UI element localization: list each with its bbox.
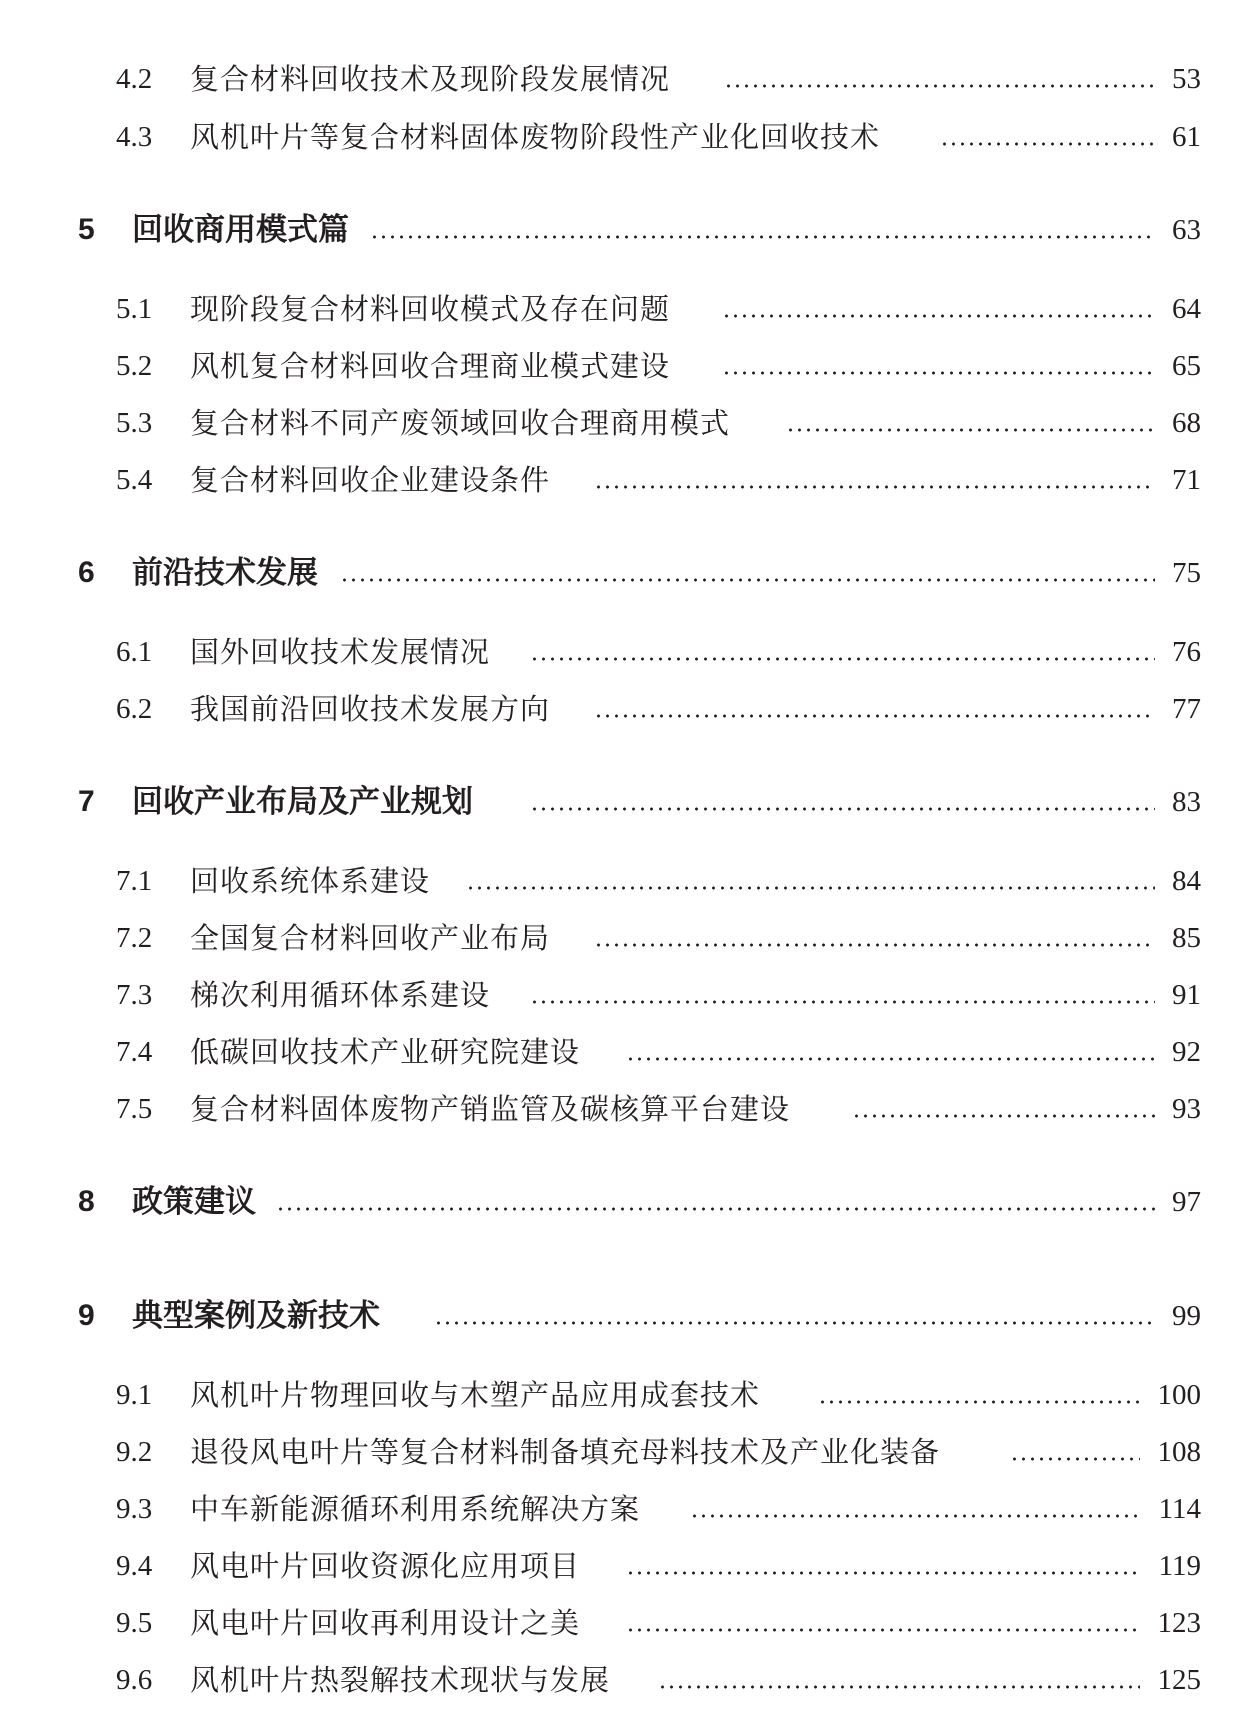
page-number: 119 (1158, 1550, 1201, 1582)
dot-leader (1010, 1457, 1140, 1461)
section-title: 复合材料固体废物产销监管及碳核算平台建设 (190, 1092, 791, 1126)
toc-entry-7-4[interactable] (0, 1027, 1258, 1077)
dot-leader (626, 1571, 1140, 1575)
dot-leader (530, 807, 1155, 811)
dot-leader (940, 142, 1155, 146)
page-number: 108 (1157, 1436, 1201, 1468)
chapter-number: 6 (78, 556, 95, 589)
chapter-number: 7 (78, 785, 95, 818)
section-number: 7.1 (116, 865, 153, 897)
section-number: 7.3 (116, 979, 153, 1011)
toc-entry-7-1[interactable] (0, 856, 1258, 906)
chapter-title: 典型案例及新技术 (132, 1298, 380, 1334)
dot-leader (818, 1400, 1140, 1404)
toc-chapter-7[interactable] (0, 777, 1258, 827)
section-number: 4.3 (116, 121, 153, 153)
section-number: 9.5 (116, 1607, 153, 1639)
section-title: 回收系统体系建设 (190, 864, 431, 898)
section-title: 复合材料不同产废领域回收合理商用模式 (190, 406, 731, 440)
section-number: 5.3 (116, 407, 153, 439)
toc-chapter-9[interactable] (0, 1291, 1258, 1341)
toc-entry-5-3[interactable] (0, 398, 1258, 448)
page-number: 97 (1172, 1186, 1201, 1218)
dot-leader (434, 1321, 1155, 1325)
section-number: 9.2 (116, 1436, 153, 1468)
page-number: 92 (1172, 1036, 1201, 1068)
chapter-number: 9 (78, 1299, 95, 1332)
chapter-title: 政策建议 (132, 1184, 256, 1220)
chapter-number: 8 (78, 1185, 95, 1218)
dot-leader (724, 84, 1155, 88)
toc-entry-7-5[interactable] (0, 1084, 1258, 1134)
dot-leader (276, 1207, 1155, 1211)
dot-leader (370, 235, 1155, 239)
page-number: 64 (1172, 293, 1201, 325)
section-number: 6.1 (116, 636, 153, 668)
section-title: 风电叶片回收再利用设计之美 (190, 1606, 581, 1640)
page-number: 114 (1158, 1493, 1201, 1525)
dot-leader (594, 943, 1155, 947)
page-number: 91 (1172, 979, 1201, 1011)
section-title: 复合材料回收技术及现阶段发展情况 (190, 62, 671, 96)
section-title: 梯次利用循环体系建设 (190, 978, 491, 1012)
dot-leader (530, 657, 1155, 661)
dot-leader (530, 1000, 1155, 1004)
toc-entry-6-2[interactable] (0, 684, 1258, 734)
section-title: 低碳回收技术产业研究院建设 (190, 1035, 581, 1069)
toc-chapter-6[interactable] (0, 548, 1258, 598)
page-number: 100 (1157, 1379, 1201, 1411)
toc-entry-9-5[interactable] (0, 1598, 1258, 1648)
section-number: 5.2 (116, 350, 153, 382)
dot-leader (690, 1514, 1140, 1518)
toc-entry-9-1[interactable] (0, 1370, 1258, 1420)
chapter-number: 5 (78, 213, 95, 246)
toc-chapter-8[interactable] (0, 1177, 1258, 1227)
toc-entry-5-4[interactable] (0, 455, 1258, 505)
dot-leader (626, 1628, 1140, 1632)
toc-entry-9-6[interactable] (0, 1655, 1258, 1705)
section-title: 国外回收技术发展情况 (190, 635, 491, 669)
toc-entry-9-4[interactable] (0, 1541, 1258, 1591)
section-number: 9.6 (116, 1664, 153, 1696)
toc-entry-5-1[interactable] (0, 284, 1258, 334)
dot-leader (852, 1114, 1155, 1118)
section-title: 退役风电叶片等复合材料制备填充母料技术及产业化装备 (190, 1435, 941, 1469)
section-title: 风机叶片物理回收与木塑产品应用成套技术 (190, 1378, 761, 1412)
dot-leader (594, 714, 1155, 718)
dot-leader (626, 1057, 1155, 1061)
section-number: 5.4 (116, 464, 153, 496)
dot-leader (340, 578, 1155, 582)
dot-leader (722, 314, 1155, 318)
page-number: 123 (1157, 1607, 1201, 1639)
toc-entry-9-3[interactable] (0, 1484, 1258, 1534)
section-title: 风机叶片等复合材料固体废物阶段性产业化回收技术 (190, 120, 881, 154)
page-number: 71 (1172, 464, 1201, 496)
page-number: 85 (1172, 922, 1201, 954)
page-number: 65 (1172, 350, 1201, 382)
page-number: 125 (1157, 1664, 1201, 1696)
toc-chapter-5[interactable] (0, 205, 1258, 255)
page-number: 76 (1172, 636, 1201, 668)
toc-entry-9-2[interactable] (0, 1427, 1258, 1477)
section-number: 9.1 (116, 1379, 153, 1411)
toc-entry-7-3[interactable] (0, 970, 1258, 1020)
page-number: 84 (1172, 865, 1201, 897)
page-number: 61 (1172, 121, 1201, 153)
page-number: 68 (1172, 407, 1201, 439)
section-number: 5.1 (116, 293, 153, 325)
page-number: 83 (1172, 786, 1201, 818)
section-title: 全国复合材料回收产业布局 (190, 921, 551, 955)
page-number: 75 (1172, 557, 1201, 589)
page-number: 99 (1172, 1300, 1201, 1332)
section-number: 7.5 (116, 1093, 153, 1125)
chapter-title: 前沿技术发展 (132, 555, 318, 591)
toc-entry-7-2[interactable] (0, 913, 1258, 963)
section-title: 风机叶片热裂解技术现状与发展 (190, 1663, 611, 1697)
toc-entry-4-2[interactable] (0, 54, 1258, 104)
section-number: 9.4 (116, 1550, 153, 1582)
page-number: 53 (1172, 63, 1201, 95)
chapter-title: 回收商用模式篇 (132, 212, 349, 248)
section-title: 我国前沿回收技术发展方向 (190, 692, 551, 726)
page-number: 63 (1172, 214, 1201, 246)
page-number: 77 (1172, 693, 1201, 725)
toc-entry-5-2[interactable] (0, 341, 1258, 391)
chapter-title: 回收产业布局及产业规划 (132, 784, 473, 820)
dot-leader (786, 428, 1155, 432)
section-number: 9.3 (116, 1493, 153, 1525)
dot-leader (466, 886, 1155, 890)
section-title: 复合材料回收企业建设条件 (190, 463, 551, 497)
toc-entry-6-1[interactable] (0, 627, 1258, 677)
section-title: 风机复合材料回收合理商业模式建设 (190, 349, 671, 383)
dot-leader (594, 485, 1155, 489)
section-number: 4.2 (116, 63, 153, 95)
section-title: 风电叶片回收资源化应用项目 (190, 1549, 581, 1583)
toc-entry-4-3[interactable] (0, 112, 1258, 162)
dot-leader (658, 1685, 1140, 1689)
section-number: 7.4 (116, 1036, 153, 1068)
section-title: 现阶段复合材料回收模式及存在问题 (190, 292, 671, 326)
section-number: 6.2 (116, 693, 153, 725)
dot-leader (722, 371, 1155, 375)
section-title: 中车新能源循环利用系统解决方案 (190, 1492, 641, 1526)
section-number: 7.2 (116, 922, 153, 954)
page-number: 93 (1172, 1093, 1201, 1125)
